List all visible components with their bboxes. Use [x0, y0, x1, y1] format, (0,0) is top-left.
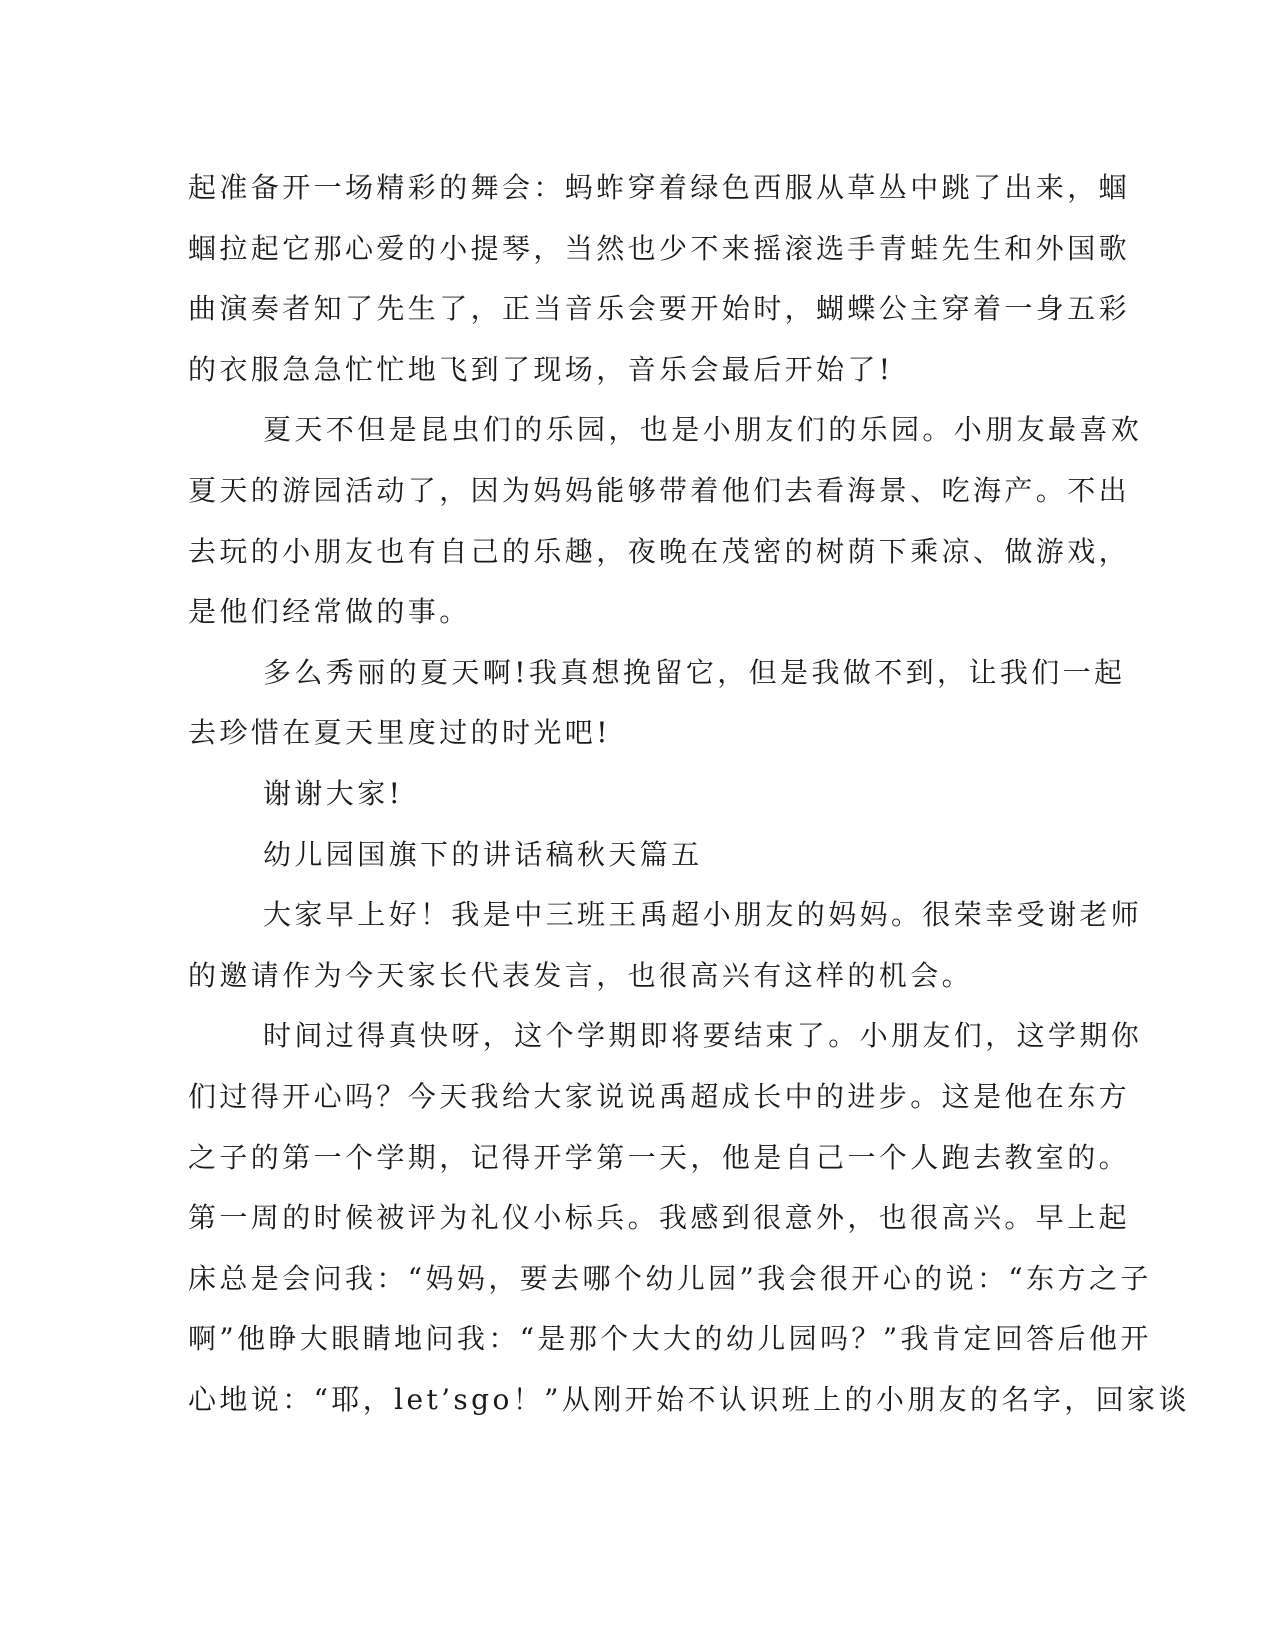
- text-line: 床总是会问我：“妈妈，要去哪个幼儿园”我会很开心的说：“东方之子: [188, 1261, 1152, 1295]
- text-line: 的衣服急急忙忙地飞到了现场，音乐会最后开始了!: [188, 352, 894, 386]
- paragraph-first-line: 多么秀丽的夏天啊!我真想挽留它，但是我做不到，让我们一起: [263, 655, 1126, 689]
- text-line: 曲演奏者知了先生了，正当音乐会要开始时，蝴蝶公主穿着一身五彩: [188, 292, 1131, 326]
- document-body: [188, 158, 1190, 1430]
- section-heading: 幼儿园国旗下的讲话稿秋天篇五: [263, 837, 703, 871]
- text-line: 夏天的游园活动了，因为妈妈能够带着他们去看海景、吃海产。不出: [188, 473, 1131, 507]
- paragraph-first-line: 时间过得真快呀，这个学期即将要结束了。小朋友们，这学期你: [263, 1019, 1143, 1053]
- paragraph-first-line: 大家早上好！我是中三班王禹超小朋友的妈妈。很荣幸受谢老师: [263, 898, 1143, 932]
- text-line: 之子的第一个学期，记得开学第一天，他是自己一个人跑去教室的。: [188, 1140, 1131, 1174]
- text-line: 心地说：“耶，let’sgo！”从刚开始不认识班上的小朋友的名字，回家谈: [188, 1382, 1190, 1416]
- text-line: 啊”他睁大眼睛地问我：“是那个大大的幼儿园吗？”我肯定回答后他开: [188, 1322, 1152, 1356]
- text-line: 起准备开一场精彩的舞会：蚂蚱穿着绿色西服从草丛中跳了出来，蝈: [188, 171, 1131, 204]
- paragraph-first-line: 夏天不但是昆虫们的乐园，也是小朋友们的乐园。小朋友最喜欢: [263, 413, 1143, 447]
- text-line: 第一周的时候被评为礼仪小标兵。我感到很意外，也很高兴。早上起: [188, 1201, 1131, 1235]
- text-line: 们过得开心吗？今天我给大家说说禹超成长中的进步。这是他在东方: [188, 1079, 1131, 1113]
- text-line: 去玩的小朋友也有自己的乐趣，夜晚在茂密的树荫下乘凉、做游戏，: [188, 534, 1131, 568]
- text-line: 去珍惜在夏天里度过的时光吧!: [188, 716, 611, 750]
- text-line: 蝈拉起它那心爱的小提琴，当然也少不来摇滚选手青蛙先生和外国歌: [188, 231, 1131, 265]
- text-line: 的邀请作为今天家长代表发言，也很高兴有这样的机会。: [188, 958, 974, 992]
- text-line: 是他们经常做的事。: [188, 595, 471, 629]
- closing-line: 谢谢大家!: [263, 776, 404, 810]
